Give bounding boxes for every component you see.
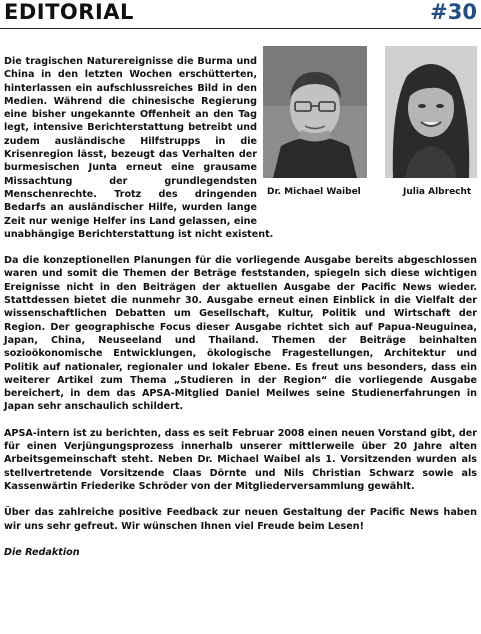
header bbox=[0, 0, 481, 28]
header-divider bbox=[0, 28, 481, 29]
page-title: EDITORIAL bbox=[4, 0, 134, 24]
paragraph: Über das zahlreiche positive Feedback zur neuen Gestaltung der Pacific News haben wir uns sehr gefreut. Wir wünschen Ihnen viel Freude beim Lesen! bbox=[4, 507, 477, 532]
paragraph: Da die konzeptionellen Planungen für die vorliegende Ausgabe bereits abgeschlossen waren und somit die Themen der Beträge feststanden, spiegeln sich diese wichtigen Ereignisse nicht in den Beiträgen der aktuellen Ausgabe der Pacific News wieder. Stattdessen bietet die nunmehr 30. Ausgabe erneut einen Einblick in die Vielfalt der wissenschaftlichen Debatten um Gesellschaft, Kultur, Politik und Wirtschaft der Region. Der geographische Focus dieser Ausgabe richtet sich auf Papua-Neuguinea, Japan, China, Neuseeland und Thailand. Themen der Beiträge beinhalten sozioökonomische Entwicklungen, ökologische Fragestellungen, Architektur und Politik auf nationaler, regionaler und lokaler Ebene. Es freut uns besonders, dass ein weiterer Artikel zum Thema „Studieren in der Region“ die vorliegende Ausgabe bereichert, in dem das APSA-Mitglied Daniel Meilwes seine Studienerfahrungen in Japan sehr anschaulich schildert. bbox=[4, 255, 477, 413]
issue-number: #30 bbox=[430, 0, 477, 24]
portrait-julia-albrecht bbox=[385, 46, 477, 178]
signature: Die Redaktion bbox=[4, 546, 80, 558]
author-photos bbox=[263, 46, 477, 218]
photo-caption: Julia Albrecht bbox=[403, 187, 472, 197]
paragraph: Die tragischen Naturereignisse die Burma und China in den letzten Wochen erschütterten, hinterlassen ein aufschlussreiches Bild in den Medien. Während die chinesische Regierung eine bisher ungekannte Offenheit an den Tag legt, intensive Berichterstattung betreibt und zudem ausländische Hilfstrupps in die Krisenregion lässt, bezeugt das Verhalten der burmesischen Junta erneut eine grausame Missachtung der grundlegendsten Menschenrechte. Trotz des dringenden Bedarfs an ausländischer Hilfe, wurden lange Zeit nur wenige Helfer ins Land gelassen, eine unabhängige Berichterstattung ist nicht existent. bbox=[4, 56, 274, 240]
editorial-body bbox=[4, 55, 477, 572]
photo-caption: Dr. Michael Waibel bbox=[267, 187, 361, 197]
paragraph: APSA-intern ist zu berichten, dass es seit Februar 2008 einen neuen Vorstand gibt, der für einen Verjüngungsprozess innerhalb unserer mittlerweile über 20 Jahre alten Arbeitsgemeinschaft steht. Neben Dr. Michael Waibel als 1. Vorsitzenden wurden als stellvertretende Vorsitzende Claas Dörnte und Nils Christian Schwarz sowie als Kassenwärtin Friederike Schröder von der Mitgliederversammlung gewählt. bbox=[4, 427, 477, 492]
portrait-michael-waibel bbox=[263, 46, 367, 178]
